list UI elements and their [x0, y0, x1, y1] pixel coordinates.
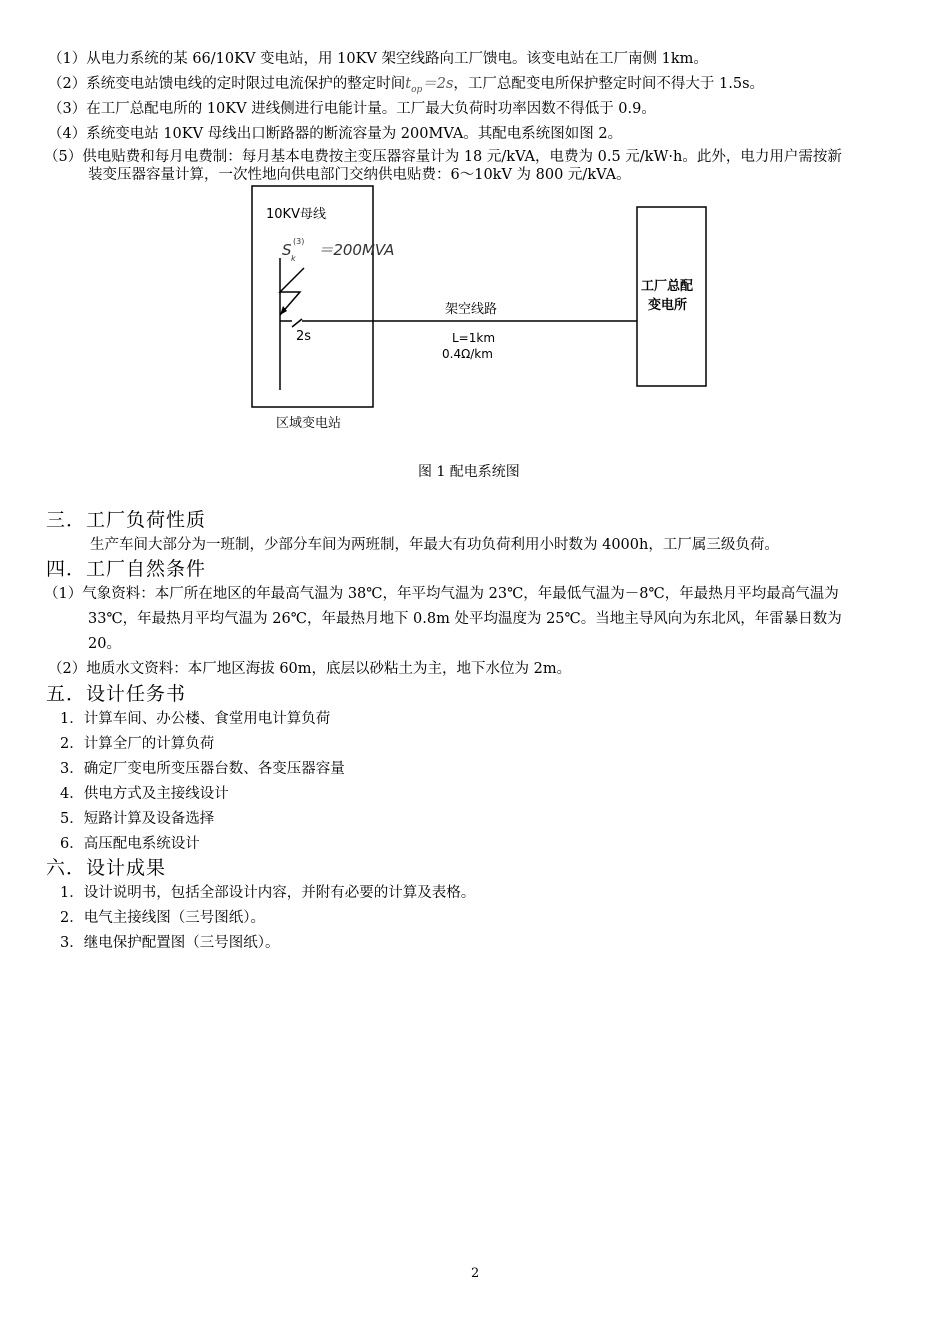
- condition-5-line2: 装变压器容量计算，一次性地向供电部门交纳供电贴费：6～10kV 为 800 元/kVA。: [88, 167, 631, 183]
- condition-1: （1）从电力系统的某 66/10KV 变电站，用 10KV 架空线路向工厂馈电。该变电站在工厂南侧 1km。: [48, 51, 708, 67]
- task-item: 2．计算全厂的计算负荷: [60, 736, 215, 752]
- line-length-label: L=1km: [452, 331, 496, 345]
- section5-title: 五．设计任务书: [46, 683, 187, 705]
- task-item: 6．高压配电系统设计: [60, 836, 200, 852]
- weather-line1: （1）气象资料：本厂所在地区的年最高气温为 38℃，年平均气温为 23℃，年最低气温为－8℃，年最热月平均最高气温为: [44, 586, 839, 602]
- geology-line: （2）地质水文资料：本厂地区海拔 60m，底层以砂粘土为主，地下水位为 2m。: [48, 661, 572, 677]
- section3-body: 生产车间大部分为一班制，少部分车间为两班制，年最大有功负荷利用小时数为 4000h，工厂属三级负荷。: [90, 537, 779, 553]
- page-number: 2: [471, 1266, 480, 1281]
- section4-title: 四．工厂自然条件: [46, 558, 207, 580]
- condition-2-text-before: （2）系统变电站馈电线的定时限过电流保护的整定时间: [48, 76, 406, 92]
- task-item: 1．计算车间、办公楼、食堂用电计算负荷: [60, 711, 331, 727]
- condition-4: （4）系统变电站 10KV 母线出口断路器的断流容量为 200MVA。其配电系统图如图 2。: [48, 126, 623, 142]
- t-op-formula: $t_{op}=2s$: [405, 76, 454, 95]
- bus-label: 10KV母线: [266, 207, 326, 222]
- factory-substation-box: [637, 207, 706, 386]
- condition-5-line1: （5）供电贴费和每月电费制：每月基本电费按主变压器容量计为 18 元/kVA，电费为 0.5 元/kW·h。此外，电力用户需按新: [44, 149, 842, 165]
- sk-sup: (3): [293, 237, 305, 246]
- task-item: 4．供电方式及主接线设计: [60, 786, 229, 802]
- breaker-time: 2s: [296, 329, 312, 344]
- overhead-line-label: 架空线路: [445, 302, 498, 317]
- line-impedance-label: 0.4Ω/km: [442, 347, 493, 361]
- weather-line3: 20。: [88, 636, 121, 652]
- weather-line2: 33℃，年最热月平均气温为 26℃，年最热月地下 0.8m 处平均温度为 25℃。当地主导风向为东北风，年雷暴日数为: [88, 611, 842, 627]
- diagram-caption: 图 1 配电系统图: [418, 464, 520, 480]
- section3-title: 三．工厂负荷性质: [46, 509, 207, 531]
- sk-sub: k: [291, 254, 296, 263]
- sk-formula: S ＝200MVA: [282, 241, 395, 259]
- factory-label-1: 工厂总配: [641, 279, 694, 294]
- condition-2: [48, 75, 764, 99]
- breaker-contact: [292, 319, 302, 327]
- condition-3: （3）在工厂总配电所的 10KV 进线侧进行电能计量。工厂最大负荷时功率因数不得低于 0.9。: [48, 101, 656, 117]
- substation-label: 区域变电站: [276, 416, 342, 431]
- task-item: 5．短路计算及设备选择: [60, 811, 215, 827]
- condition-2-text-after: ，工厂总配变电所保护整定时间不得大于 1.5s。: [453, 76, 765, 92]
- result-item: 3．继电保护配置图（三号图纸）。: [60, 935, 280, 951]
- factory-label-2: 变电所: [648, 298, 688, 313]
- task-item: 3．确定厂变电所变压器台数、各变压器容量: [60, 761, 345, 777]
- result-item: 1．设计说明书，包括全部设计内容，并附有必要的计算及表格。: [60, 885, 476, 901]
- result-item: 2．电气主接线图（三号图纸）。: [60, 910, 265, 926]
- distribution-system-diagram: [240, 180, 720, 440]
- section6-title: 六．设计成果: [46, 857, 167, 879]
